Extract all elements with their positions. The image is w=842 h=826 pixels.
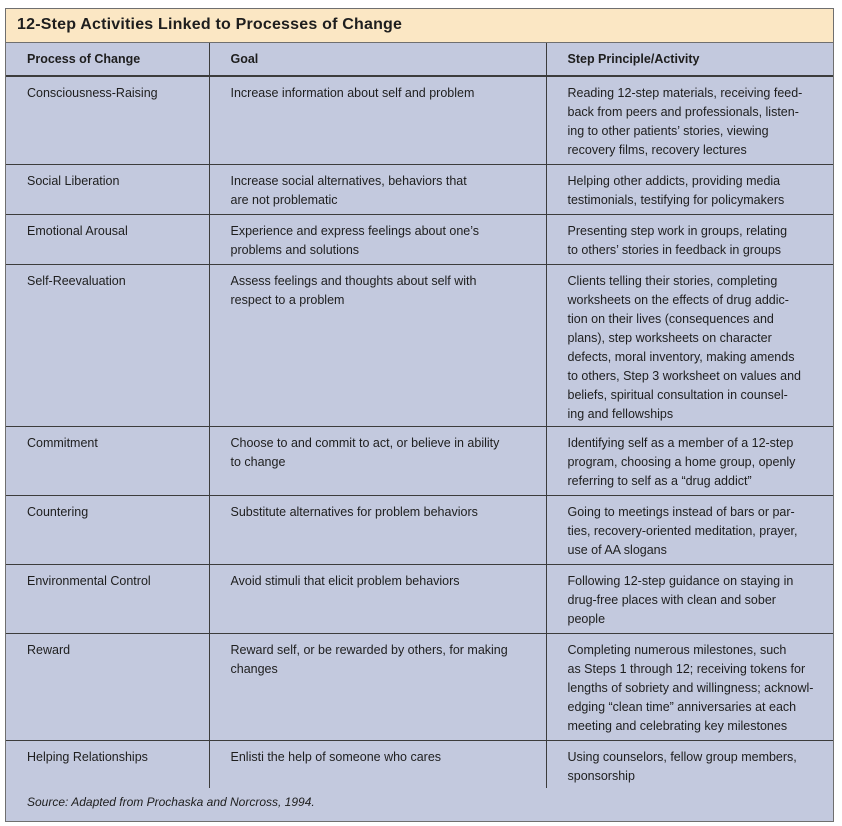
process-cell: Social Liberation	[6, 164, 209, 214]
activity-cell-line: drug-free places with clean and sober	[567, 592, 776, 607]
header-activity: Step Principle/Activity	[546, 43, 833, 76]
header-row	[6, 43, 833, 76]
goal-cell	[209, 740, 546, 788]
title-bar	[6, 9, 833, 43]
goal-cell	[209, 633, 546, 740]
table-row	[6, 633, 833, 740]
goal-cell	[209, 214, 546, 264]
activity-cell-line: to others’ stories in feedback in groups	[567, 242, 782, 257]
table-row	[6, 564, 833, 633]
activity-cell-line: defects, moral inventory, making amends	[567, 349, 795, 364]
process-table	[6, 43, 833, 788]
activity-cell-line: Using counselors, fellow group members,	[567, 749, 797, 764]
table-row	[6, 76, 833, 164]
process-cell: Helping Relationships	[6, 740, 209, 788]
activity-cell-line: edging “clean time” anniversaries at each	[567, 699, 797, 714]
activity-cell	[546, 426, 833, 495]
activity-cell	[546, 214, 833, 264]
activity-cell-line: meeting and celebrating key milestones	[567, 718, 788, 733]
table-row	[6, 426, 833, 495]
goal-cell-line: problems and solutions	[230, 242, 360, 257]
goal-cell-line: Reward self, or be rewarded by others, for making	[230, 642, 508, 657]
table-row	[6, 495, 833, 564]
activity-cell	[546, 495, 833, 564]
activity-cell	[546, 76, 833, 164]
goal-cell-line: respect to a problem	[230, 292, 345, 307]
goal-cell-line: Avoid stimuli that elicit problem behaviors	[230, 573, 460, 588]
activity-cell-line: tion on their lives (consequences and	[567, 311, 774, 326]
activity-cell-line: Identifying self as a member of a 12-step	[567, 435, 794, 450]
activity-cell-line: Presenting step work in groups, relating	[567, 223, 788, 238]
goal-cell-line: to change	[230, 454, 286, 469]
header-goal: Goal	[209, 43, 546, 76]
activity-cell	[546, 564, 833, 633]
activity-cell-line: Going to meetings instead of bars or par-	[567, 504, 795, 519]
process-cell: Emotional Arousal	[6, 214, 209, 264]
activity-cell-line: as Steps 1 through 12; receiving tokens for	[567, 661, 806, 676]
goal-cell-line: Experience and express feelings about one’s	[230, 223, 480, 238]
process-cell: Consciousness-Raising	[6, 76, 209, 164]
source-note: Source: Adapted from Prochaska and Norcross, 1994.	[27, 795, 315, 809]
goal-cell-line: Substitute alternatives for problem behaviors	[230, 504, 478, 519]
activity-cell	[546, 740, 833, 788]
goal-cell-line: Assess feelings and thoughts about self with	[230, 273, 477, 288]
activity-cell-line: to others, Step 3 worksheet on values and	[567, 368, 801, 383]
header-process: Process of Change	[6, 43, 209, 76]
activity-cell-line: Reading 12-step materials, receiving feed-	[567, 86, 803, 100]
activity-cell-line: people	[567, 611, 606, 626]
activity-cell-line: program, choosing a home group, openly	[567, 454, 796, 469]
process-cell: Self-Reevaluation	[6, 264, 209, 426]
goal-cell-line: Choose to and commit to act, or believe in ability	[230, 435, 500, 450]
activity-cell-line: plans), step worksheets on character	[567, 330, 772, 345]
table-row	[6, 264, 833, 426]
activity-cell-line: ing to other patients’ stories, viewing	[567, 124, 769, 138]
goal-cell-line: Increase social alternatives, behaviors that	[230, 173, 467, 188]
table-row	[6, 164, 833, 214]
activity-cell-line: back from peers and professionals, listen-	[567, 105, 799, 119]
goal-cell	[209, 495, 546, 564]
process-cell: Countering	[6, 495, 209, 564]
process-cell: Commitment	[6, 426, 209, 495]
goal-cell	[209, 564, 546, 633]
activity-cell	[546, 264, 833, 426]
goal-cell-line: Increase information about self and problem	[230, 86, 475, 100]
process-cell: Environmental Control	[6, 564, 209, 633]
table-frame	[5, 8, 834, 822]
process-cell: Reward	[6, 633, 209, 740]
goal-cell	[209, 426, 546, 495]
goal-cell	[209, 164, 546, 214]
activity-cell-line: use of AA slogans	[567, 542, 667, 557]
activity-cell-line: Clients telling their stories, completing	[567, 273, 778, 288]
table-row	[6, 740, 833, 788]
goal-cell-line: Enlisti the help of someone who cares	[230, 749, 442, 764]
table-title: 12-Step Activities Linked to Processes of Change	[17, 16, 403, 33]
table-row	[6, 214, 833, 264]
goal-cell-line: are not problematic	[230, 192, 338, 207]
activity-cell	[546, 164, 833, 214]
activity-cell-line: Following 12-step guidance on staying in	[567, 573, 794, 588]
activity-cell-line: sponsorship	[567, 768, 635, 783]
activity-cell	[546, 633, 833, 740]
activity-cell-line: ing and fellowships	[567, 406, 674, 421]
activity-cell-line: Completing numerous milestones, such	[567, 642, 787, 657]
activity-cell-line: recovery films, recovery lectures	[567, 143, 747, 157]
activity-cell-line: beliefs, spiritual consultation in counsel-	[567, 387, 788, 402]
activity-cell-line: testimonials, testifying for policymakers	[567, 192, 785, 207]
goal-cell	[209, 76, 546, 164]
activity-cell-line: ties, recovery-oriented meditation, prayer,	[567, 523, 798, 538]
activity-cell-line: Helping other addicts, providing media	[567, 173, 781, 188]
goal-cell	[209, 264, 546, 426]
activity-cell-line: lengths of sobriety and willingness; acknowl-	[567, 680, 814, 695]
goal-cell-line: changes	[230, 661, 278, 676]
activity-cell-line: referring to self as a “drug addict”	[567, 473, 752, 488]
activity-cell-line: worksheets on the effects of drug addic-	[567, 292, 789, 307]
